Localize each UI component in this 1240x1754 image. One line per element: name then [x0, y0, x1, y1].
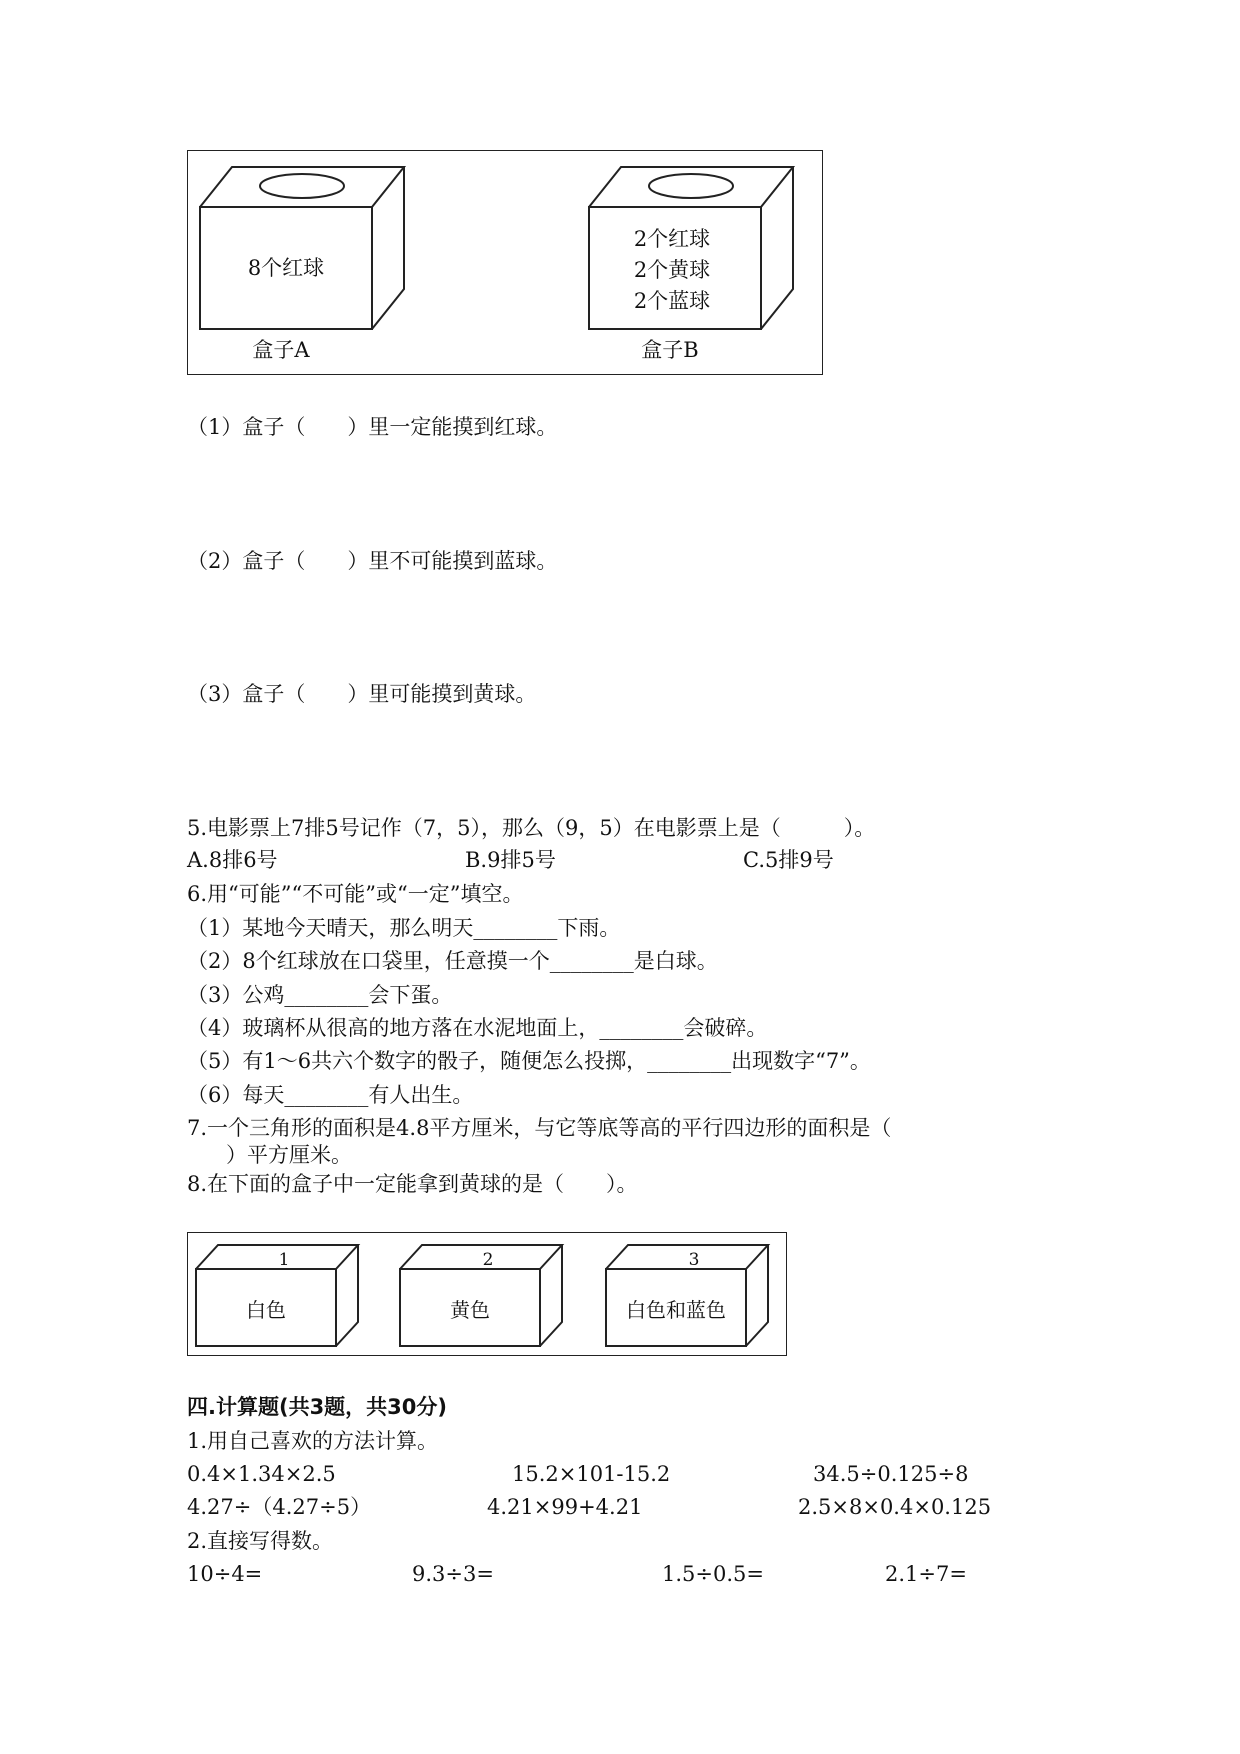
box-2-label: 黄色 [450, 1298, 490, 1322]
q5-option-c: C.5排9号 [743, 848, 834, 872]
box-a-content: 8个红球 [247, 256, 325, 280]
q6-item-2: （2）8个红球放在口袋里，任意摸一个________是白球。 [187, 949, 718, 973]
s4-q2-item-1: 10÷4= [187, 1562, 263, 1586]
figure-three-boxes [187, 1232, 787, 1356]
box-1 [196, 1245, 358, 1346]
q4-part-3: （3）盒子（ ）里可能摸到黄球。 [187, 682, 537, 706]
q6-item-4: （4）玻璃杯从很高的地方落在水泥地面上，________会破碎。 [187, 1016, 768, 1040]
q6-item-1: （1）某地今天晴天，那么明天________下雨。 [187, 916, 621, 940]
s4-q1-r2-c1: 4.27÷（4.27÷5） [187, 1495, 372, 1519]
box-2-number: 2 [482, 1250, 494, 1270]
s4-q2-item-2: 9.3÷3= [412, 1562, 494, 1586]
box-1-number: 1 [278, 1250, 290, 1270]
section-4-heading: 四.计算题(共3题，共30分) [187, 1395, 448, 1419]
box-1-label: 白色 [246, 1298, 286, 1322]
q4-part-2: （2）盒子（ ）里不可能摸到蓝球。 [187, 549, 558, 573]
box-b-caption: 盒子B [641, 338, 699, 362]
box-2 [400, 1245, 562, 1346]
boxes-ab-drawing [188, 151, 821, 373]
box-b-content-2: 2个黄球 [633, 258, 711, 282]
box-3-number: 3 [688, 1250, 700, 1270]
figure-boxes-ab [187, 150, 823, 375]
q5-stem: 5.电影票上7排5号记作（7，5），那么（9，5）在电影票上是（ ）。 [187, 816, 876, 840]
q4-part-1: （1）盒子（ ）里一定能摸到红球。 [187, 415, 558, 439]
box-3-label: 白色和蓝色 [626, 1298, 726, 1322]
three-boxes-drawing [188, 1233, 785, 1354]
q6-item-5: （5）有1～6共六个数字的骰子，随便怎么投掷，________出现数字“7”。 [187, 1049, 871, 1073]
s4-q1-r1-c2: 15.2×101-15.2 [512, 1462, 671, 1486]
q7-line-2: ）平方厘米。 [226, 1143, 352, 1167]
s4-q1-stem: 1.用自己喜欢的方法计算。 [187, 1429, 439, 1453]
s4-q1-r2-c3: 2.5×8×0.4×0.125 [798, 1495, 992, 1519]
box-b-content-1: 2个红球 [633, 227, 711, 251]
q7-line-1: 7.一个三角形的面积是4.8平方厘米，与它等底等高的平行四边形的面积是（ [187, 1116, 892, 1140]
box-a [200, 167, 404, 329]
q5-option-a: A.8排6号 [187, 848, 278, 872]
s4-q1-r1-c1: 0.4×1.34×2.5 [187, 1462, 336, 1486]
q6-item-3: （3）公鸡________会下蛋。 [187, 983, 453, 1007]
box-a-caption: 盒子A [252, 338, 310, 362]
box-b-content-3: 2个蓝球 [633, 289, 711, 313]
s4-q2-item-4: 2.1÷7= [885, 1562, 967, 1586]
s4-q1-r1-c3: 34.5÷0.125÷8 [813, 1462, 969, 1486]
q8-stem: 8.在下面的盒子中一定能拿到黄球的是（ ）。 [187, 1172, 638, 1196]
q6-stem: 6.用“可能”“不可能”或“一定”填空。 [187, 882, 524, 906]
s4-q1-r2-c2: 4.21×99+4.21 [487, 1495, 643, 1519]
s4-q2-item-3: 1.5÷0.5= [662, 1562, 764, 1586]
q5-option-b: B.9排5号 [465, 848, 556, 872]
q6-item-6: （6）每天________有人出生。 [187, 1083, 474, 1107]
s4-q2-stem: 2.直接写得数。 [187, 1529, 334, 1553]
box-3 [606, 1245, 768, 1346]
